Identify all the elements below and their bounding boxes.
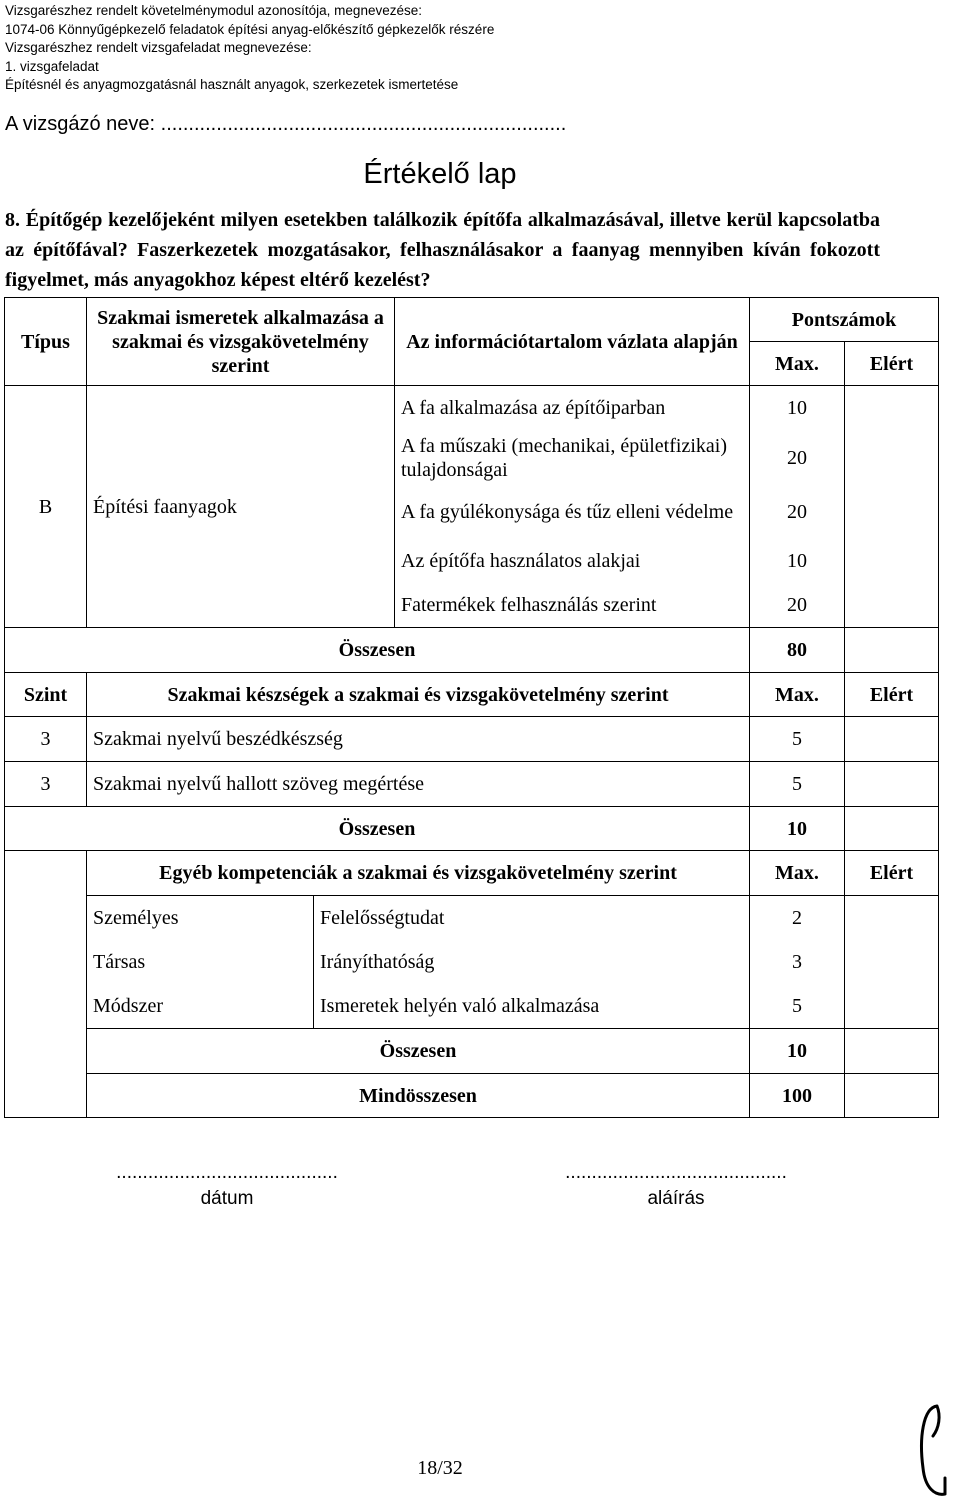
skill-achieved-cell[interactable] xyxy=(845,717,939,762)
info-item-label: A fa műszaki (mechanikai, épületfizikai) tulajdonságai xyxy=(395,431,750,485)
competency-label: Irányíthatóság xyxy=(314,940,750,985)
subtotal-max: 10 xyxy=(750,1029,845,1074)
subtotal-max: 80 xyxy=(750,628,845,673)
subtotal-label: Összesen xyxy=(87,1029,750,1074)
competency-max: 3 xyxy=(750,940,845,985)
skill-achieved-cell[interactable] xyxy=(845,762,939,807)
question-text: 8. Építőgép kezelőjeként milyen esetekben találkozik építőfa alkalmazásával, illetve kerül kapcsolatba az építőfával? Faszerkezetek mozgatásakor, felhasználásakor a faanyag mennyiben kíván fokozott figyelmet, más anyagokhoz képest eltérő kezelést? xyxy=(5,209,880,291)
header-line-4: 1. vizsgafeladat xyxy=(5,58,99,74)
date-dots[interactable]: .......................................... xyxy=(116,1162,338,1183)
competency-max: 5 xyxy=(750,985,845,1029)
skill-max: 5 xyxy=(750,717,845,762)
candidate-name-line: A vizsgázó neve: ......................................................................... xyxy=(5,113,567,135)
handwritten-initial-mark xyxy=(915,1398,953,1498)
signature-block xyxy=(537,1160,815,1212)
header-line-3: Vizsgarészhez rendelt vizsgafeladat megnevezése: xyxy=(5,40,312,56)
subtotal-max: 10 xyxy=(750,807,845,851)
col-knowledge-header: Szakmai ismeretek alkalmazása a szakmai és vizsgakövetelmény szerint xyxy=(87,298,395,386)
info-item-label: A fa alkalmazása az építőiparban xyxy=(395,386,750,431)
other-max-header: Max. xyxy=(750,851,845,896)
competency-category: Módszer xyxy=(87,985,314,1029)
competency-achieved-cell[interactable] xyxy=(845,896,939,1029)
skills-max-header: Max. xyxy=(750,673,845,717)
competency-label: Felelősségtudat xyxy=(314,896,750,940)
competency-label: Ismeretek helyén való alkalmazása xyxy=(314,985,750,1029)
date-label: dátum xyxy=(200,1188,254,1209)
info-item-max: 20 xyxy=(750,584,845,628)
skill-label: Szakmai nyelvű beszédkészség xyxy=(87,717,750,762)
date-signature-block xyxy=(88,1160,366,1212)
info-item-max: 20 xyxy=(750,431,845,485)
skill-label: Szakmai nyelvű hallott szöveg megértése xyxy=(87,762,750,807)
skills-header: Szakmai készségek a szakmai és vizsgakövetelmény szerint xyxy=(87,673,750,717)
header-line-5: Építésnél és anyagmozgatásnál használt anyagok, szerkezetek ismertetése xyxy=(5,77,459,93)
grand-total-label: Mindösszesen xyxy=(87,1074,750,1118)
type-value: B xyxy=(5,386,87,628)
document-header xyxy=(5,2,494,95)
page-title: Értékelő lap xyxy=(363,158,517,190)
info-item-max: 10 xyxy=(750,386,845,431)
header-line-1: Vizsgarészhez rendelt követelménymodul azonosítója, megnevezése: xyxy=(5,3,422,18)
subtotal-label: Összesen xyxy=(5,807,750,851)
subtotal-achieved-cell[interactable] xyxy=(845,1029,939,1074)
subtotal-label: Összesen xyxy=(5,628,750,673)
page-number: 18/32 xyxy=(417,1457,463,1479)
col-achieved-header: Elért xyxy=(845,342,939,386)
blank-left-column xyxy=(5,851,87,1118)
info-item-max: 20 xyxy=(750,485,845,539)
skills-achieved-header: Elért xyxy=(845,673,939,717)
skill-max: 5 xyxy=(750,762,845,807)
info-item-label: Fatermékek felhasználás szerint xyxy=(395,584,750,628)
competency-category: Társas xyxy=(87,940,314,985)
signature-dots[interactable]: .......................................... xyxy=(565,1162,787,1183)
knowledge-value: Építési faanyagok xyxy=(87,386,395,628)
info-item-label: Az építőfa használatos alakjai xyxy=(395,539,750,584)
info-item-label: A fa gyúlékonysága és tűz elleni védelme xyxy=(395,485,750,539)
header-line-2: 1074-06 Könnyűgépkezelő feladatok építési anyag-előkészítő gépkezelők részére xyxy=(5,21,495,37)
col-info-header: Az információtartalom vázlata alapján xyxy=(395,298,750,386)
other-header: Egyéb kompetenciák a szakmai és vizsgakövetelmény szerint xyxy=(87,851,750,896)
subtotal-achieved-cell[interactable] xyxy=(845,628,939,673)
evaluation-table xyxy=(4,297,939,1118)
skill-level: 3 xyxy=(5,717,87,762)
competency-max: 2 xyxy=(750,896,845,940)
competency-category: Személyes xyxy=(87,896,314,940)
grand-total-max: 100 xyxy=(750,1074,845,1118)
signature-label: aláírás xyxy=(647,1188,705,1209)
info-achieved-cell[interactable] xyxy=(845,386,939,628)
col-points-header: Pontszámok xyxy=(750,298,939,342)
grand-total-achieved-cell[interactable] xyxy=(845,1074,939,1118)
other-achieved-header: Elért xyxy=(845,851,939,896)
subtotal-achieved-cell[interactable] xyxy=(845,807,939,851)
skill-level: 3 xyxy=(5,762,87,807)
skills-level-header: Szint xyxy=(5,673,87,717)
col-type-header: Típus xyxy=(5,298,87,386)
info-item-max: 10 xyxy=(750,539,845,584)
col-max-header: Max. xyxy=(750,342,845,386)
